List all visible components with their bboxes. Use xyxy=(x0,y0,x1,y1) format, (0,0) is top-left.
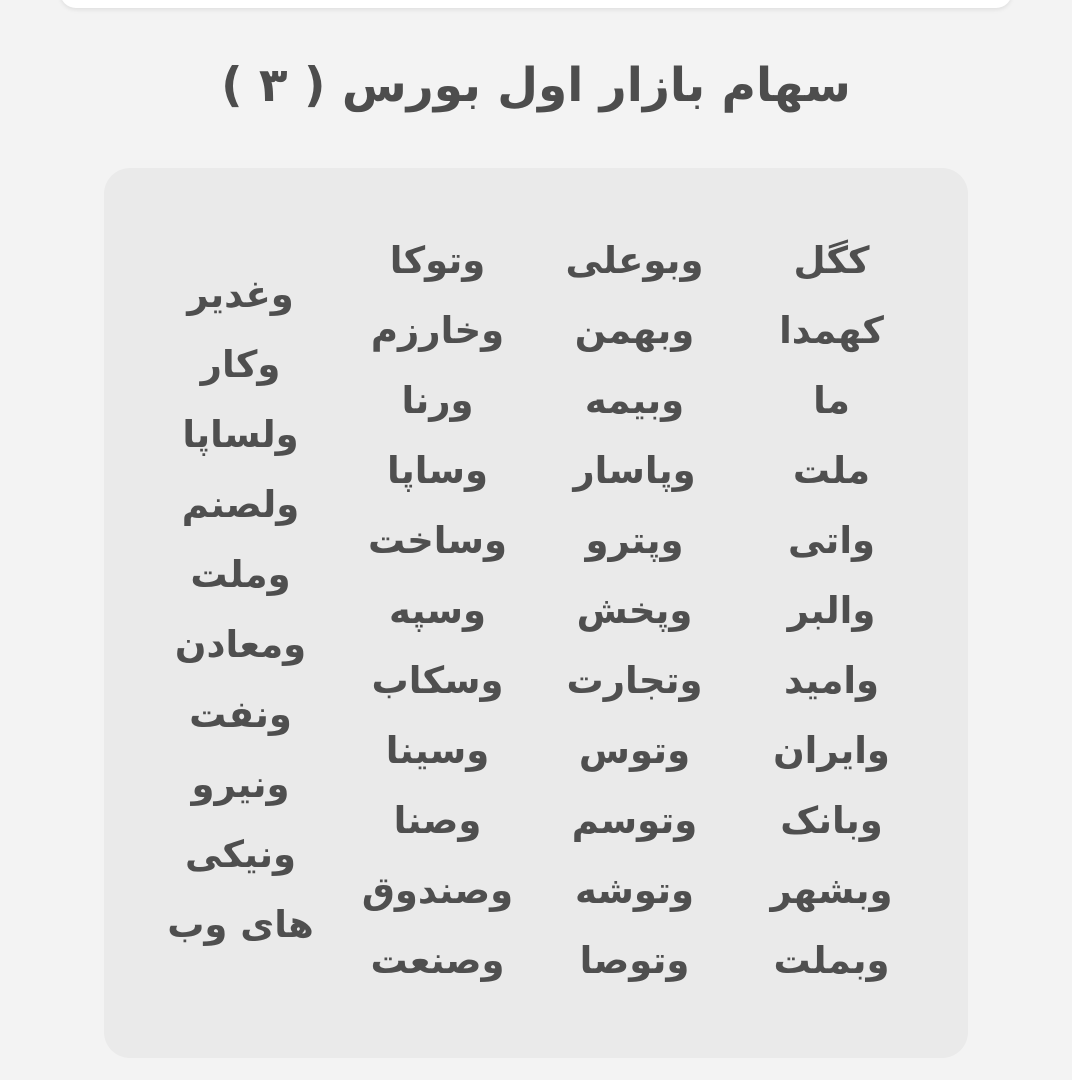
list-item: وبملت xyxy=(773,939,890,982)
symbol-column-3 xyxy=(339,168,536,1058)
list-item: ملت xyxy=(792,449,871,492)
list-item: وتجارت xyxy=(566,659,703,702)
list-item: وملت xyxy=(190,553,291,596)
list-item: وپخش xyxy=(576,589,693,632)
symbols-card xyxy=(104,168,968,1058)
symbol-column-2 xyxy=(536,168,733,1058)
list-item: وبیمه xyxy=(584,379,685,422)
list-item: کهمدا xyxy=(779,309,884,352)
list-item: وصنا xyxy=(393,799,482,842)
list-item: ولصنم xyxy=(181,483,300,526)
list-item: وتوشه xyxy=(575,869,694,912)
list-item: واتی xyxy=(788,519,876,562)
list-item: وپترو xyxy=(585,519,684,562)
list-item: وتوسم xyxy=(571,799,698,842)
list-item: وسکاب xyxy=(371,659,504,702)
list-item: وغدیر xyxy=(187,273,294,316)
list-item: ومعادن xyxy=(174,623,307,666)
list-item: وتوصا xyxy=(579,939,690,982)
list-item: کگل xyxy=(793,239,870,282)
list-item: ولساپا xyxy=(182,413,299,456)
list-item: وتوکا xyxy=(389,239,486,282)
list-item: ونفت xyxy=(189,693,292,736)
list-item: والبر xyxy=(787,589,876,632)
list-item: وبهمن xyxy=(574,309,695,352)
list-item: وپاسار xyxy=(573,449,696,492)
list-item: وبشهر xyxy=(770,869,893,912)
list-item: وساپا xyxy=(386,449,489,492)
list-item: وسینا xyxy=(385,729,490,772)
previous-slide-edge xyxy=(60,0,1012,8)
list-item: وتوس xyxy=(578,729,691,772)
page-title: سهام بازار اول بورس ( ۳ ) xyxy=(221,58,851,113)
list-item: وبانک xyxy=(780,799,883,842)
list-item: وساخت xyxy=(367,519,508,562)
symbol-column-4 xyxy=(142,168,339,1058)
list-item: وخارزم xyxy=(370,309,505,352)
list-item: وصندوق xyxy=(361,869,514,912)
list-item: ونیکی xyxy=(185,833,296,876)
list-item: وایران xyxy=(773,729,890,772)
symbol-column-1 xyxy=(733,168,930,1058)
list-item: ونیرو xyxy=(191,763,290,806)
list-item: وبوعلی xyxy=(565,239,704,282)
symbol-columns xyxy=(104,168,968,1058)
list-item: ما xyxy=(813,379,850,422)
list-item: وکار xyxy=(200,343,281,386)
list-item: ورنا xyxy=(401,379,474,422)
list-item: وصنعت xyxy=(370,939,505,982)
list-item: وسپه xyxy=(389,589,486,632)
list-item: وامید xyxy=(783,659,880,702)
list-item: های وب xyxy=(167,903,314,946)
